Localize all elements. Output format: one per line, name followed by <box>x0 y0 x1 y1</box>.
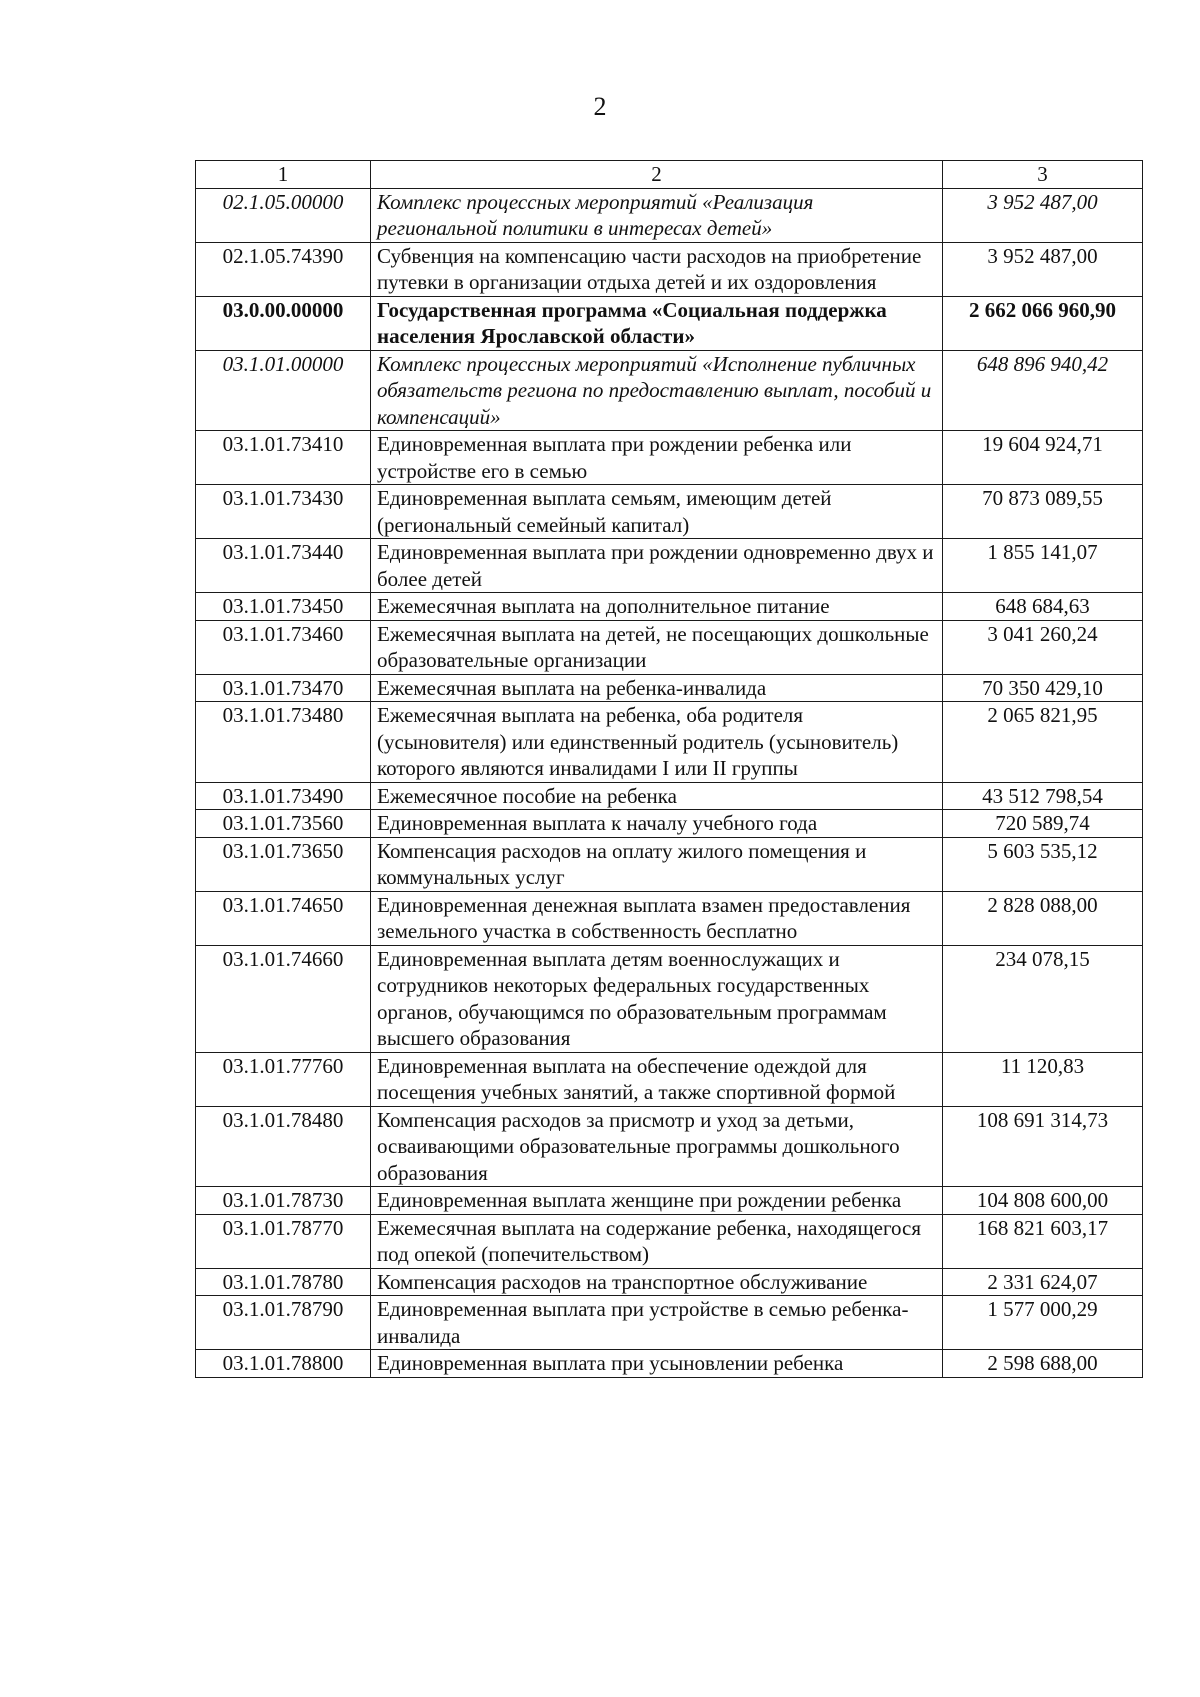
row-name: Ежемесячное пособие на ребенка <box>371 782 943 810</box>
row-amount: 168 821 603,17 <box>943 1214 1143 1268</box>
table-row <box>196 674 1143 702</box>
table-body <box>196 188 1143 1377</box>
column-header-2: 2 <box>371 161 943 189</box>
row-amount: 11 120,83 <box>943 1052 1143 1106</box>
row-name: Комплекс процессных мероприятий «Исполнение публичных обязательств региона по предоставлению выплат, пособий и компенсаций» <box>371 350 943 431</box>
row-name: Единовременная выплата детям военнослужащих и сотрудников некоторых федеральных государственных органов, обучающимся по образовательным программам высшего образования <box>371 945 943 1052</box>
row-name: Ежемесячная выплата на ребенка-инвалида <box>371 674 943 702</box>
row-code: 03.1.01.73560 <box>196 810 371 838</box>
row-name: Ежемесячная выплата на ребенка, оба родителя (усыновителя) или единственный родитель (усыновитель) которого являются инвалидами I или II группы <box>371 702 943 783</box>
table-row <box>196 431 1143 485</box>
row-name: Ежемесячная выплата на дополнительное питание <box>371 593 943 621</box>
row-code: 03.0.00.00000 <box>196 296 371 350</box>
row-name: Компенсация расходов на транспортное обслуживание <box>371 1268 943 1296</box>
row-name: Единовременная выплата на обеспечение одеждой для посещения учебных занятий, а также спортивной формой <box>371 1052 943 1106</box>
row-name: Единовременная выплата при устройстве в семью ребенка-инвалида <box>371 1296 943 1350</box>
row-code: 03.1.01.78730 <box>196 1187 371 1215</box>
row-amount: 2 598 688,00 <box>943 1350 1143 1378</box>
table-row <box>196 188 1143 242</box>
row-code: 03.1.01.78790 <box>196 1296 371 1350</box>
table-row <box>196 702 1143 783</box>
row-amount: 3 952 487,00 <box>943 242 1143 296</box>
row-name: Компенсация расходов за присмотр и уход за детьми, осваивающими образовательные программы дошкольного образования <box>371 1106 943 1187</box>
row-code: 03.1.01.78800 <box>196 1350 371 1378</box>
row-name: Государственная программа «Социальная поддержка населения Ярославской области» <box>371 296 943 350</box>
row-amount: 19 604 924,71 <box>943 431 1143 485</box>
row-code: 03.1.01.74660 <box>196 945 371 1052</box>
row-code: 03.1.01.73450 <box>196 593 371 621</box>
table-row <box>196 1214 1143 1268</box>
row-code: 03.1.01.73430 <box>196 485 371 539</box>
row-amount: 43 512 798,54 <box>943 782 1143 810</box>
table-row <box>196 1350 1143 1378</box>
row-name: Единовременная выплата при рождении одновременно двух и более детей <box>371 539 943 593</box>
table-row <box>196 1296 1143 1350</box>
table-row <box>196 782 1143 810</box>
row-name: Единовременная выплата семьям, имеющим детей (региональный семейный капитал) <box>371 485 943 539</box>
row-code: 03.1.01.74650 <box>196 891 371 945</box>
row-code: 02.1.05.00000 <box>196 188 371 242</box>
row-name: Единовременная выплата при усыновлении ребенка <box>371 1350 943 1378</box>
row-name: Компенсация расходов на оплату жилого помещения и коммунальных услуг <box>371 837 943 891</box>
row-code: 03.1.01.78780 <box>196 1268 371 1296</box>
table-row <box>196 810 1143 838</box>
page-number: 2 <box>593 92 607 121</box>
table-row <box>196 837 1143 891</box>
row-code: 03.1.01.78770 <box>196 1214 371 1268</box>
table-row <box>196 539 1143 593</box>
table-row <box>196 891 1143 945</box>
row-name: Ежемесячная выплата на содержание ребенка, находящегося под опекой (попечительством) <box>371 1214 943 1268</box>
table-row <box>196 485 1143 539</box>
row-amount: 2 331 624,07 <box>943 1268 1143 1296</box>
row-code: 03.1.01.77760 <box>196 1052 371 1106</box>
row-name: Комплекс процессных мероприятий «Реализация региональной политики в интересах детей» <box>371 188 943 242</box>
row-code: 03.1.01.73440 <box>196 539 371 593</box>
row-amount: 2 828 088,00 <box>943 891 1143 945</box>
row-amount: 3 952 487,00 <box>943 188 1143 242</box>
table-row <box>196 350 1143 431</box>
row-amount: 648 896 940,42 <box>943 350 1143 431</box>
row-code: 03.1.01.73490 <box>196 782 371 810</box>
row-name: Единовременная выплата женщине при рождении ребенка <box>371 1187 943 1215</box>
table-row <box>196 593 1143 621</box>
row-code: 03.1.01.73410 <box>196 431 371 485</box>
row-amount: 1 855 141,07 <box>943 539 1143 593</box>
row-amount: 5 603 535,12 <box>943 837 1143 891</box>
table-row <box>196 1187 1143 1215</box>
row-amount: 234 078,15 <box>943 945 1143 1052</box>
table-row <box>196 296 1143 350</box>
budget-table <box>195 160 1143 1378</box>
row-amount: 104 808 600,00 <box>943 1187 1143 1215</box>
row-name: Субвенция на компенсацию части расходов на приобретение путевки в организации отдыха детей и их оздоровления <box>371 242 943 296</box>
column-header-3: 3 <box>943 161 1143 189</box>
row-code: 03.1.01.73460 <box>196 620 371 674</box>
row-amount: 3 041 260,24 <box>943 620 1143 674</box>
table-row <box>196 1106 1143 1187</box>
table-row <box>196 1052 1143 1106</box>
row-amount: 2 065 821,95 <box>943 702 1143 783</box>
table-row <box>196 1268 1143 1296</box>
row-name: Единовременная выплата при рождении ребенка или устройстве его в семью <box>371 431 943 485</box>
row-code: 02.1.05.74390 <box>196 242 371 296</box>
column-header-1: 1 <box>196 161 371 189</box>
row-amount: 1 577 000,29 <box>943 1296 1143 1350</box>
row-name: Единовременная денежная выплата взамен предоставления земельного участка в собственность бесплатно <box>371 891 943 945</box>
table-header-row <box>196 161 1143 189</box>
row-name: Единовременная выплата к началу учебного года <box>371 810 943 838</box>
row-amount: 70 350 429,10 <box>943 674 1143 702</box>
row-code: 03.1.01.73650 <box>196 837 371 891</box>
row-code: 03.1.01.78480 <box>196 1106 371 1187</box>
row-amount: 2 662 066 960,90 <box>943 296 1143 350</box>
table-row <box>196 242 1143 296</box>
table-row <box>196 620 1143 674</box>
row-amount: 70 873 089,55 <box>943 485 1143 539</box>
row-code: 03.1.01.00000 <box>196 350 371 431</box>
row-code: 03.1.01.73470 <box>196 674 371 702</box>
row-amount: 108 691 314,73 <box>943 1106 1143 1187</box>
row-name: Ежемесячная выплата на детей, не посещающих дошкольные образовательные организации <box>371 620 943 674</box>
row-code: 03.1.01.73480 <box>196 702 371 783</box>
row-amount: 648 684,63 <box>943 593 1143 621</box>
table-row <box>196 945 1143 1052</box>
row-amount: 720 589,74 <box>943 810 1143 838</box>
